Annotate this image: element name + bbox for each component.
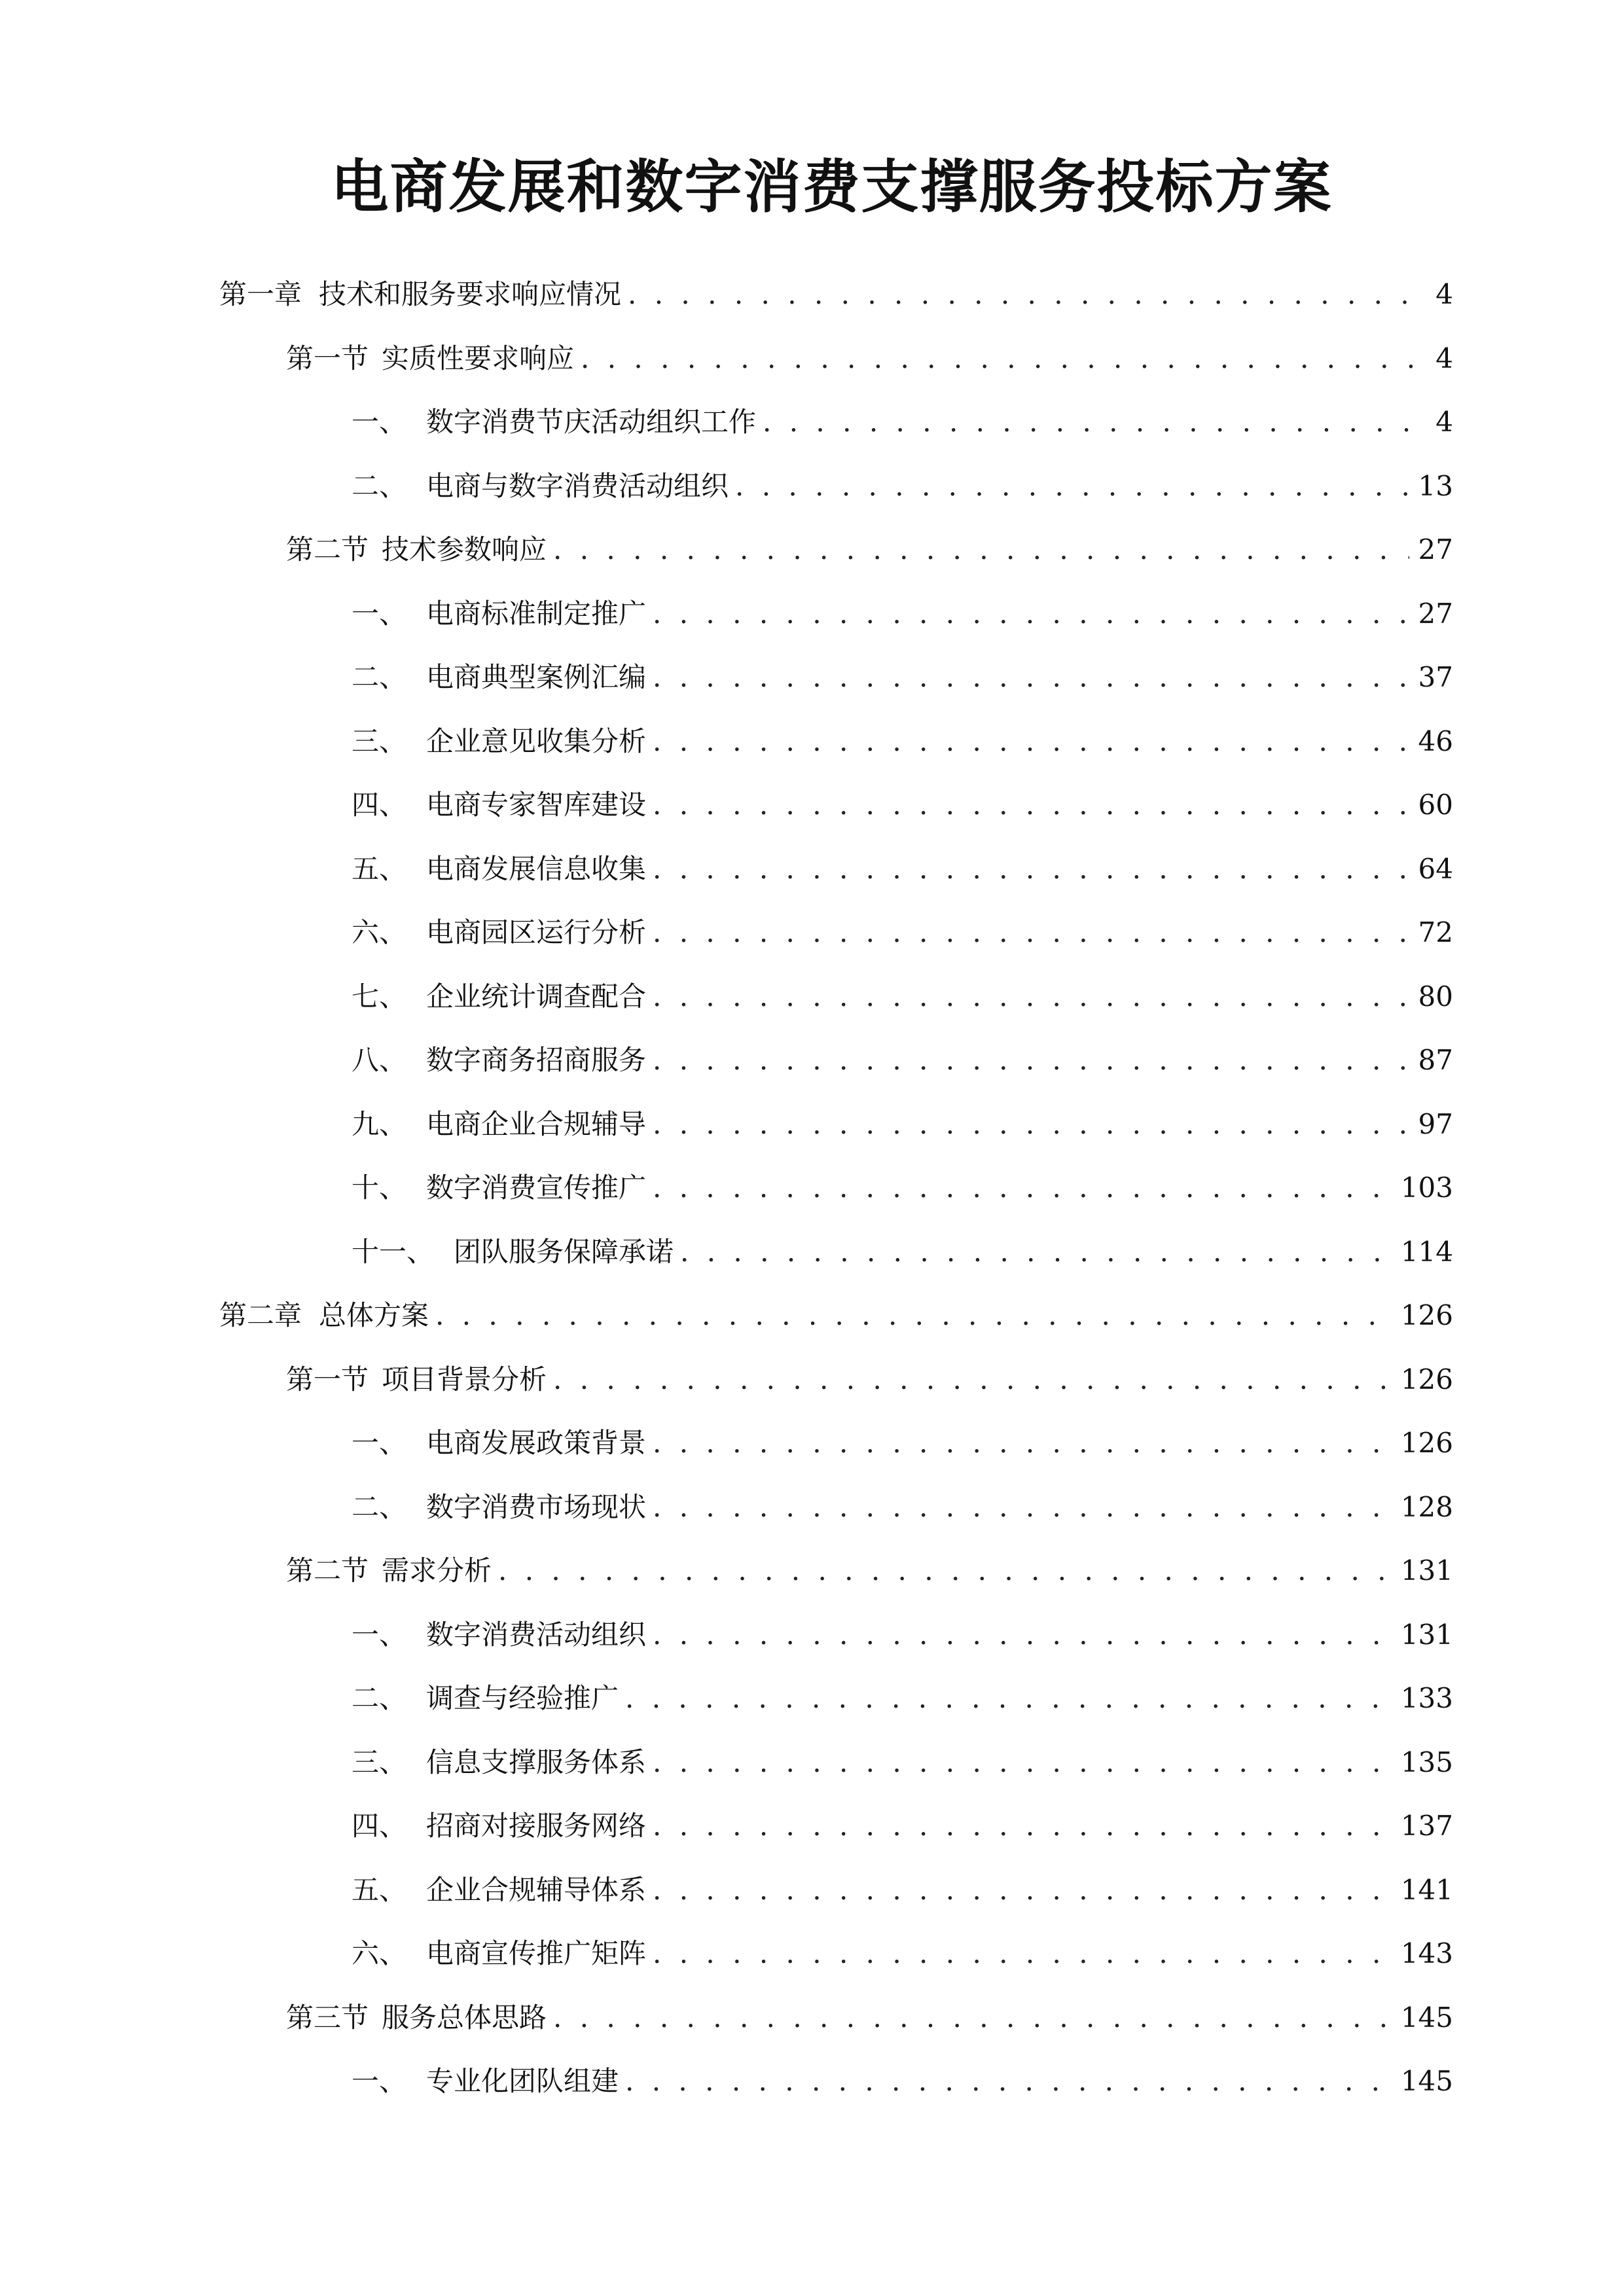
toc-dot-leader [553, 530, 1409, 569]
toc-entry[interactable] [352, 913, 1453, 952]
toc-entry-title: 项目背景分析 [382, 1363, 547, 1395]
toc-entry-title: 电商典型案例汇编 [426, 661, 647, 693]
toc-entry-number: 七、 [352, 980, 407, 1013]
toc-entry[interactable] [352, 1743, 1453, 1782]
toc-entry-title: 招商对接服务网络 [426, 1810, 647, 1842]
toc-dot-leader [653, 1743, 1392, 1782]
toc-entry-number: 第一节 [286, 1363, 369, 1395]
toc-dot-leader [553, 1360, 1392, 1399]
toc-entry[interactable] [352, 1871, 1453, 1910]
toc-dot-leader [653, 1424, 1392, 1463]
toc-entry-title: 企业统计调查配合 [426, 980, 647, 1013]
toc-entry-title: 技术参数响应 [382, 533, 547, 565]
toc-dot-leader [735, 467, 1409, 506]
toc-dot-leader [653, 1041, 1409, 1080]
toc-page-number: 133 [1400, 1682, 1453, 1714]
toc-page-number: 137 [1400, 1810, 1453, 1842]
toc-dot-leader [653, 722, 1409, 761]
toc-dot-leader [653, 1105, 1409, 1144]
toc-entry-title: 电商发展政策背景 [426, 1427, 647, 1459]
toc-entry[interactable] [286, 1360, 1453, 1399]
toc-dot-leader [435, 1296, 1392, 1335]
toc-page-number: 60 [1418, 789, 1453, 821]
toc-entry[interactable] [352, 1806, 1453, 1846]
toc-entry-title: 电商专家智库建设 [426, 789, 647, 821]
toc-page-number: 80 [1418, 980, 1453, 1013]
toc-entry-number: 二、 [352, 1490, 407, 1523]
toc-entry-number: 八、 [352, 1044, 407, 1076]
toc-entry-number: 十、 [352, 1172, 407, 1204]
toc-entry-title: 数字消费节庆活动组织工作 [426, 406, 757, 438]
toc-entry-title: 信息支撑服务体系 [426, 1746, 647, 1778]
toc-dot-leader [653, 1168, 1392, 1208]
toc-entry[interactable] [352, 1488, 1453, 1527]
toc-entry-title: 数字消费活动组织 [426, 1618, 647, 1651]
toc-entry-number: 三、 [352, 1746, 407, 1778]
toc-dot-leader [653, 1488, 1392, 1527]
toc-entry-number: 一、 [352, 2065, 407, 2097]
toc-entry-title: 实质性要求响应 [382, 342, 575, 374]
toc-entry[interactable] [219, 1296, 1453, 1335]
toc-entry-number: 五、 [352, 852, 407, 885]
toc-entry-number: 一、 [352, 1427, 407, 1459]
toc-entry-title: 专业化团队组建 [426, 2065, 619, 2097]
toc-entry-number: 第二章 [219, 1299, 302, 1331]
toc-dot-leader [625, 2062, 1392, 2101]
toc-dot-leader [625, 1679, 1392, 1718]
toc-entry-title: 数字消费市场现状 [426, 1490, 647, 1523]
toc-entry-number: 第二节 [286, 1554, 369, 1587]
document-title: 电商发展和数字消费支撑服务投标方案 [331, 152, 1333, 221]
toc-entry[interactable] [352, 467, 1453, 506]
toc-entry-title: 电商企业合规辅导 [426, 1107, 647, 1140]
toc-entry[interactable] [352, 977, 1453, 1016]
toc-dot-leader [680, 1232, 1392, 1272]
toc-entry-title: 企业合规辅导体系 [426, 1873, 647, 1906]
toc-entry-number: 六、 [352, 1937, 407, 1969]
toc-page-number: 13 [1418, 469, 1453, 502]
toc-entry-title: 电商发展信息收集 [426, 852, 647, 885]
toc-entry[interactable] [352, 850, 1453, 889]
toc-entry[interactable] [352, 1615, 1453, 1655]
toc-entry-title: 电商园区运行分析 [426, 916, 647, 948]
toc-entry-number: 十一、 [352, 1235, 435, 1268]
toc-page-number: 37 [1418, 661, 1453, 693]
toc-entry[interactable] [286, 1998, 1453, 2037]
toc-page-number: 126 [1400, 1363, 1453, 1395]
toc-entry-number: 四、 [352, 1810, 407, 1842]
toc-entry-title: 企业意见收集分析 [426, 725, 647, 757]
toc-page-number: 4 [1435, 278, 1453, 310]
toc-page-number: 27 [1418, 533, 1453, 565]
toc-page-number: 143 [1400, 1937, 1453, 1969]
toc-dot-leader [653, 1934, 1392, 1973]
toc-entry-title: 电商与数字消费活动组织 [426, 469, 729, 502]
toc-entry-title: 技术和服务要求响应情况 [319, 278, 622, 310]
toc-page-number: 141 [1400, 1873, 1453, 1906]
toc-entry[interactable] [352, 1168, 1453, 1208]
toc-entry[interactable] [352, 594, 1453, 634]
toc-entry-number: 五、 [352, 1873, 407, 1906]
toc-dot-leader [653, 1806, 1392, 1846]
toc-entry[interactable] [352, 1424, 1453, 1463]
toc-page-number: 97 [1418, 1107, 1453, 1140]
toc-page-number: 72 [1418, 916, 1453, 948]
toc-entry[interactable] [352, 722, 1453, 761]
toc-entry-title: 服务总体思路 [382, 2001, 547, 2034]
toc-entry-number: 第一节 [286, 342, 369, 374]
toc-entry[interactable] [352, 1934, 1453, 1973]
toc-entry[interactable] [352, 1105, 1453, 1144]
toc-page-number: 4 [1435, 406, 1453, 438]
toc-page-number: 145 [1400, 2001, 1453, 2034]
toc-entry-number: 一、 [352, 1618, 407, 1651]
toc-page-number: 131 [1400, 1554, 1453, 1587]
toc-entry-number: 第三节 [286, 2001, 369, 2034]
toc-dot-leader [653, 850, 1409, 889]
toc-entry-number: 九、 [352, 1107, 407, 1140]
toc-entry-number: 二、 [352, 469, 407, 502]
toc-page-number: 46 [1418, 725, 1453, 757]
toc-entry-title: 需求分析 [382, 1554, 492, 1587]
toc-dot-leader [553, 1998, 1392, 2037]
toc-entry-number: 一、 [352, 406, 407, 438]
toc-dot-leader [653, 658, 1409, 697]
toc-dot-leader [653, 785, 1409, 825]
toc-dot-leader [653, 913, 1409, 952]
toc-entry-title: 团队服务保障承诺 [454, 1235, 674, 1268]
toc-dot-leader [498, 1551, 1392, 1590]
toc-page-number: 131 [1400, 1618, 1453, 1651]
toc-page-number: 128 [1400, 1490, 1453, 1523]
toc-dot-leader [581, 339, 1418, 378]
toc-dot-leader [653, 1615, 1392, 1655]
toc-entry[interactable] [286, 530, 1453, 569]
toc-entry-title: 调查与经验推广 [426, 1682, 619, 1714]
toc-page-number: 114 [1400, 1235, 1453, 1268]
toc-page-number: 4 [1435, 342, 1453, 374]
toc-entry[interactable] [352, 658, 1453, 697]
toc-page-number: 126 [1400, 1427, 1453, 1459]
toc-entry[interactable] [286, 339, 1453, 378]
toc-page-number: 27 [1418, 597, 1453, 630]
toc-entry-title: 电商宣传推广矩阵 [426, 1937, 647, 1969]
toc-entry-number: 三、 [352, 725, 407, 757]
toc-entry[interactable] [352, 1232, 1453, 1272]
toc-page-number: 64 [1418, 852, 1453, 885]
toc-entry[interactable] [286, 1551, 1453, 1590]
toc-page-number: 126 [1400, 1299, 1453, 1331]
toc-entry-number: 二、 [352, 661, 407, 693]
toc-entry[interactable] [219, 275, 1453, 314]
toc-entry-title: 总体方案 [319, 1299, 429, 1331]
toc-page-number: 87 [1418, 1044, 1453, 1076]
toc-entry[interactable] [352, 1679, 1453, 1718]
toc-entry[interactable] [352, 785, 1453, 825]
toc-entry-title: 数字消费宣传推广 [426, 1172, 647, 1204]
toc-entry-number: 二、 [352, 1682, 407, 1714]
toc-entry-title: 电商标准制定推广 [426, 597, 647, 630]
toc-dot-leader [653, 977, 1409, 1016]
toc-dot-leader [763, 403, 1418, 442]
toc-entry-number: 六、 [352, 916, 407, 948]
toc-dot-leader [653, 594, 1409, 634]
toc-page-number: 135 [1400, 1746, 1453, 1778]
toc-dot-leader [653, 1871, 1392, 1910]
toc-dot-leader [628, 275, 1418, 314]
toc-page-number: 145 [1400, 2065, 1453, 2097]
toc-entry-number: 一、 [352, 597, 407, 630]
toc-page-number: 103 [1400, 1172, 1453, 1204]
toc-entry-number: 四、 [352, 789, 407, 821]
toc-entry[interactable] [352, 403, 1453, 442]
toc-entry-number: 第二节 [286, 533, 369, 565]
toc-entry-number: 第一章 [219, 278, 302, 310]
toc-entry[interactable] [352, 2062, 1453, 2101]
toc-entry-title: 数字商务招商服务 [426, 1044, 647, 1076]
toc-entry[interactable] [352, 1041, 1453, 1080]
